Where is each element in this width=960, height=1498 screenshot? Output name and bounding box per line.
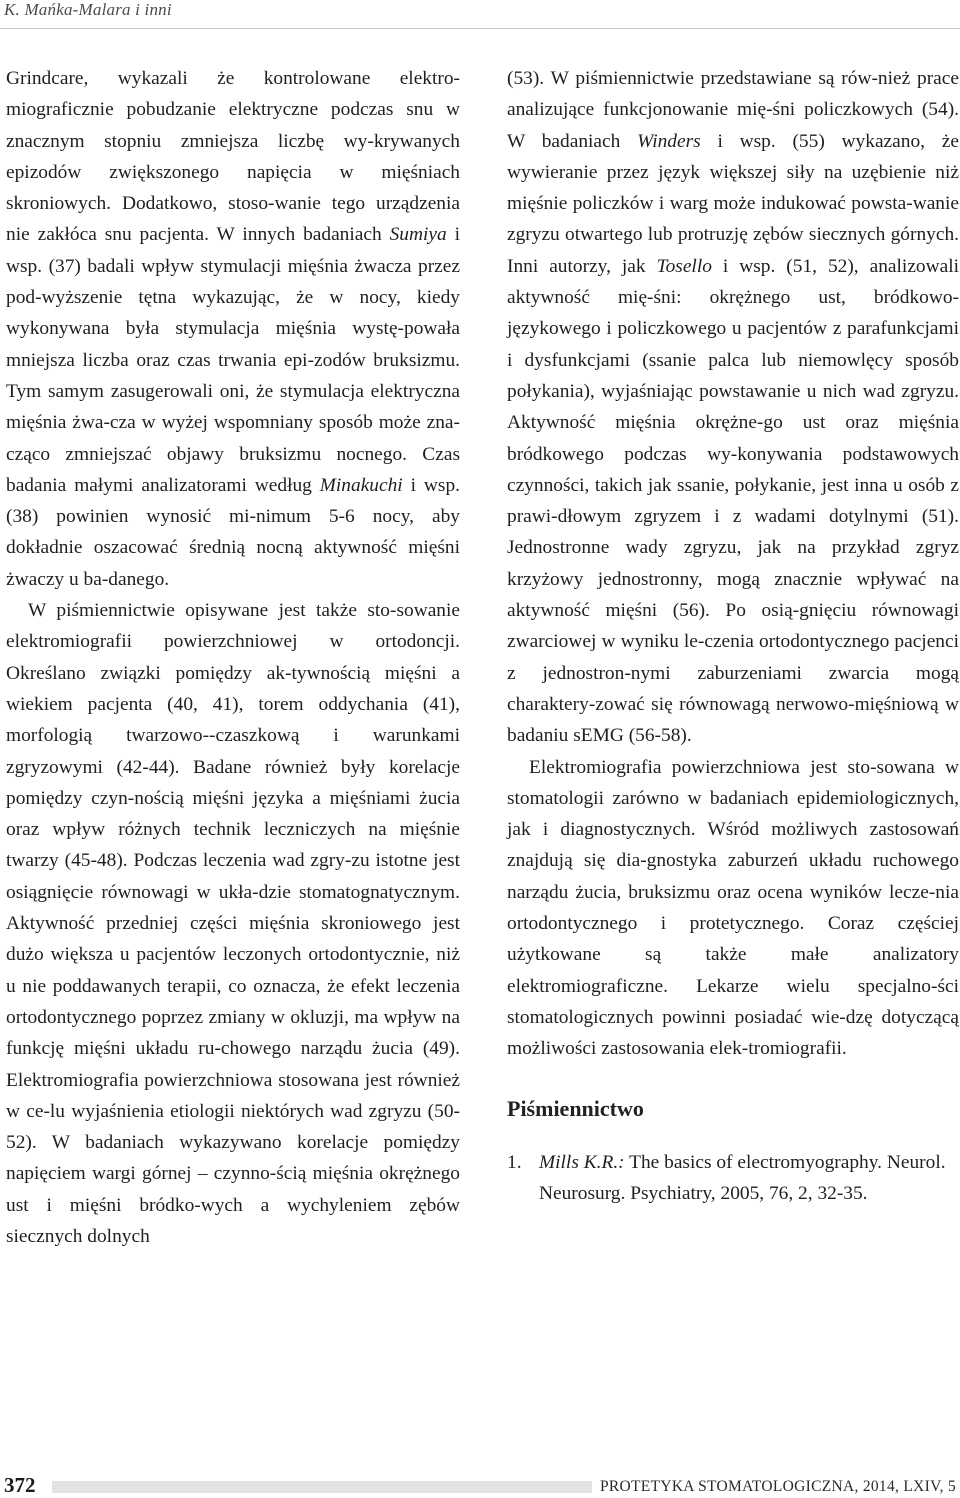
author-name: Sumiya — [389, 224, 447, 246]
running-header: K. Mańka-Malara i inni — [4, 0, 172, 19]
reference-text: The basics of electromyography. Neurol. Neurosurg. Psychiatry, 2005, 76, 2, 32-35. — [539, 1151, 946, 1204]
author-name: Winders — [637, 130, 701, 152]
footer-bar — [52, 1481, 592, 1493]
author-name: Minakuchi — [319, 474, 403, 496]
reference-author: Mills K.R.: — [539, 1151, 625, 1173]
header-rule — [0, 28, 960, 29]
references-list — [507, 1147, 959, 1209]
journal-footer: PROTETYKA STOMATOLOGICZNA, 2014, LXIV, 5 — [599, 1478, 956, 1495]
reference-number: 1. — [507, 1151, 522, 1173]
paragraph: Grindcare, wykazali że kontrolowane elektro-miograficznie pobudzanie elektryczne podczas snu w znacznym stopniu zmniejsza liczbę wy-krywanych epizodów zwiększonego napięcia w mięśniach skroniowych. Dodatkowo, stoso-wanie tego urządzenia nie zakłóca snu pacjenta. W innych badaniach Sumiya i wsp. (37) badali wpływ stymulacji mięśnia żwacza przez pod-wyższenie tętna wykazując, że w nocy, kiedy wykonywana była stymulacja mięśnia wystę-powała mniejsza liczba oraz czas trwania epi-zodów bruksizmu. Tym samym zasugerowali oni, że stymulacja elektryczna mięśnia żwa-cza w wyżej wspomniany sposób może zna-cząco zmniejszać objawy bruksizmu nocnego. Czas badania małymi analizatorami według Minakuchi i wsp. (38) powinien wynosić mi-nimum 5-6 nocy, aby dokładnie oszacować średnią nocną aktywność mięśni żwaczy u ba-danego. — [6, 68, 460, 590]
paragraph: (53). W piśmiennictwie przedstawiane są rów-nież prace analizujące funkcjonowanie mię-śni policzkowych (54). W badaniach Winders i wsp. (55) wykazano, że wywieranie przez język większej siły na uzębienie niż mięśnie policzków i warg może indukować powsta-wanie zgryzu otwartego lub protruzję zębów siecznych górnych. Inni autorzy, jak Tosello i wsp. (51, 52), analizowali aktywność mię-śni: okrężnego ust, bródkowo-językowego i policzkowego u pacjentów z parafunkcjami i dysfunkcjami (ssanie palca lub niemowlęcy sposób połykania), wyjaśniając powstawanie u nich wad zgryzu. Aktywność mięśnia okrężne-go ust oraz mięśnia bródkowego podczas wy-konywania podstawowych czynności, takich jak ssanie, połykanie, jest inna u osób z prawi-dłowym zgryzem i z wadami dotylnymi (51). Jednostronne wady zgryzu, jak na przykład zgryz krzyżowy jednostronny, mogą znacznie wpływać na aktywność mięśni (56). Po osią-gnięciu równowagi zwarciowej w wyniku le-czenia ortodontycznego pacjenci z jednostron-nymi zaburzeniami zwarcia mogą charaktery-zować się równowagą nerwowo-mięśniową w badaniu sEMG (56-58). — [507, 68, 959, 747]
right-column — [507, 63, 959, 1209]
page-number: 372 — [4, 1473, 36, 1497]
paragraph: Elektromiografia powierzchniowa jest sto-sowana w stomatologii zarówno w badaniach epidemiologicznych, jak i diagnostycznych. Wśród możliwych zastosowań znajdują się dia-gnostyka zaburzeń układu ruchowego narządu żucia, bruksizmu oraz ocena wyników lecze-nia ortodontycznego i protetycznego. Coraz częściej użytkowane są także małe analizatory elektromiograficzne. Lekarze wielu specjalno-ści stomatologicznych powinni posiadać wie-dzę dotyczącą możliwości zastosowania elek-tromiografii. — [507, 756, 959, 1060]
left-column — [6, 63, 460, 1252]
references-heading: Piśmiennictwo — [507, 1095, 644, 1121]
author-name: Tosello — [656, 255, 712, 277]
paragraph: W piśmiennictwie opisywane jest także sto-sowanie elektromiografii powierzchniowej w ortodoncji. Określano związki pomiędzy ak-tywnością mięśni a wiekiem pacjenta (40, 41), torem oddychania (41), morfologią twarzowo--czaszkową i warunkami zgryzowymi (42-44). Badane również były korelacje pomiędzy czyn-nością mięśni języka a mięśniami żucia oraz wpływ różnych technik leczniczych na mięśnie twarzy (45-48). Podczas leczenia wad zgry-zu istotne jest osiągnięcie równowagi w ukła-dzie stomatognatycznym. Aktywność przedniej części mięśnia skroniowego jest dużo większa u pacjentów leczonych ortodontycznie, niż u nie poddawanych terapii, co oznacza, że efekt leczenia ortodontycznego poprzez zmiany w okluzji, ma wpływ na funkcję mięśni układu ru-chowego narządu żucia (49). Elektromiografia powierzchniowa stosowana jest również w ce-lu wyjaśnienia etiologii niektórych wad zgryzu (50-52). W badaniach wykazywano korelacje pomiędzy napięciem wargi górnej – czynno-ścią mięśnia okrężnego ust i mięśni bródko-wych a wychyleniem zębów siecznych dolnych — [6, 600, 460, 1247]
reference-item — [507, 1147, 959, 1209]
